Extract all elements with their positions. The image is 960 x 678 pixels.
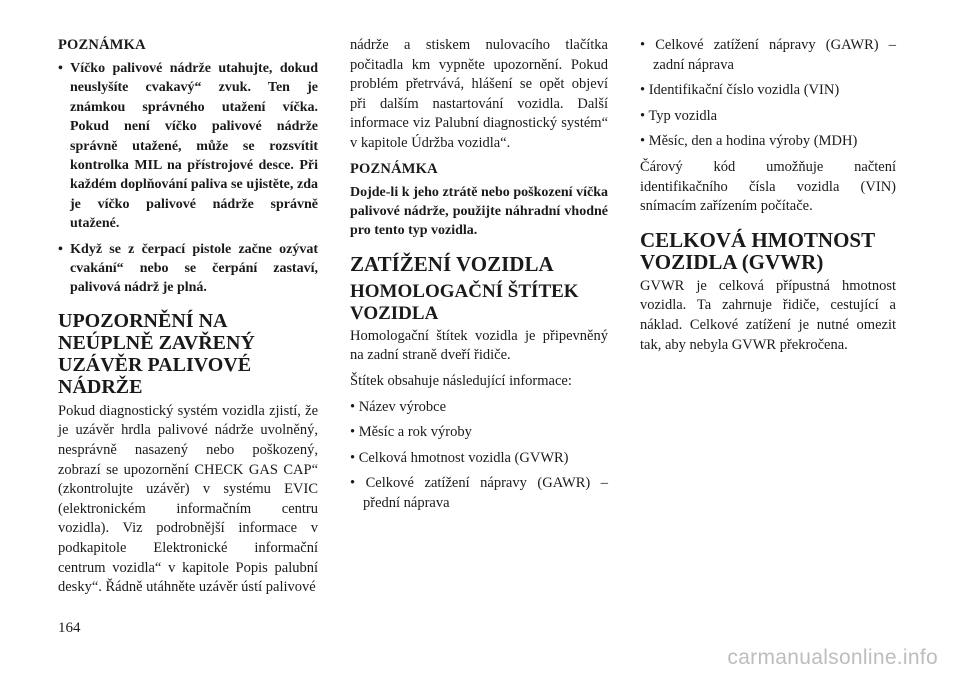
note-heading: POZNÁMKA	[58, 37, 146, 53]
label-info-list	[350, 398, 608, 514]
note-bullet-list	[58, 59, 318, 298]
page-number: 164	[58, 620, 81, 636]
list-item: • Typ vozidla	[640, 107, 896, 127]
list-item: • Celkové zatížení nápravy (GAWR) – zadní náprava	[640, 36, 896, 75]
continuation-paragraph: nádrže a stiskem nulovacího tlačítka počitadla km vypněte upozornění. Pokud problém přetrvává, hlášení se opět objeví při dalším nastartování vozidla. Další informace viz Palubní diagnostický systém“ v kapitole Údržba vozidla“.	[350, 37, 608, 151]
note-bullet: • Když se z čerpací pistole začne ozývat cvakání“ nebo se čerpání zastaví, palivová nádrž je plná.	[58, 240, 318, 298]
fuel-cap-warning-paragraph: Pokud diagnostický systém vozidla zjistí, že je uzávěr hrdla palivové nádrže uvolněný, nesprávně nasazený nebo poškozený, zobrazí se upozornění CHECK GAS CAP“ (zkontrolujte uzávěr) v systému EVIC (elektronickém informačním centru vozidla). Viz podrobnější informace v podkapitole Elektronické informační centrum vozidla“ v kapitole Popis palubní desky“. Řádně utáhněte uzávěr ústí palivové	[58, 402, 318, 596]
list-item: • Identifikační číslo vozidla (VIN)	[640, 81, 896, 101]
subsection-title-certification-label: HOMOLOGAČNÍ ŠTÍTEK VOZIDLA	[350, 280, 579, 324]
list-item: • Měsíc a rok výroby	[350, 423, 608, 443]
barcode-paragraph: Čárový kód umožňuje načtení identifikačního čísla vozidla (VIN) snímacím zařízením počítače.	[640, 158, 896, 215]
list-item: • Celkové zatížení nápravy (GAWR) – přední náprava	[350, 474, 608, 513]
note-heading: POZNÁMKA	[350, 160, 438, 177]
column-right	[640, 36, 896, 361]
column-left	[58, 36, 318, 604]
note-text: Dojde-li k jeho ztrátě nebo poškození víčka palivové nádrže, použijte náhradní vhodné pro tento typ vozidla.	[350, 184, 608, 239]
list-item: • Celková hmotnost vozidla (GVWR)	[350, 449, 608, 469]
section-title-vehicle-loading: ZATÍŽENÍ VOZIDLA	[350, 251, 554, 276]
label-contents-intro: Štítek obsahuje následující informace:	[350, 372, 572, 389]
section-title-fuel-cap-warning: UPOZORNĚNÍ NA NEÚPLNĚ ZAVŘENÝ UZÁVĚR PALIVOVÉ NÁDRŽE	[58, 309, 255, 398]
note-bullet: • Víčko palivové nádrže utahujte, dokud neuslyšíte cvakavý“ zvuk. Ten je známkou správného utažení víčka. Pokud není víčko palivové nádrže správně utažené, může se rozsvítit kontrolka MIL na přístrojové desce. Při každém doplňování paliva se ujistěte, zda je víčko palivové nádrže správně utažené.	[58, 59, 318, 234]
label-info-list-continued	[640, 36, 896, 152]
gvwr-paragraph: GVWR je celková přípustná hmotnost vozidla. Ta zahrnuje řidiče, cestující a náklad. Celkové zatížení je nutné omezit tak, aby nebyla GVWR překročena.	[640, 277, 896, 353]
section-title-gvwr: CELKOVÁ HMOTNOST VOZIDLA (GVWR)	[640, 227, 875, 274]
column-middle	[350, 36, 608, 520]
list-item: • Název výrobce	[350, 398, 608, 418]
watermark: carmanualsonline.info	[727, 646, 938, 669]
label-location-paragraph: Homologační štítek vozidla je připevněný na zadní straně dveří řidiče.	[350, 327, 608, 364]
list-item: • Měsíc, den a hodina výroby (MDH)	[640, 132, 896, 152]
